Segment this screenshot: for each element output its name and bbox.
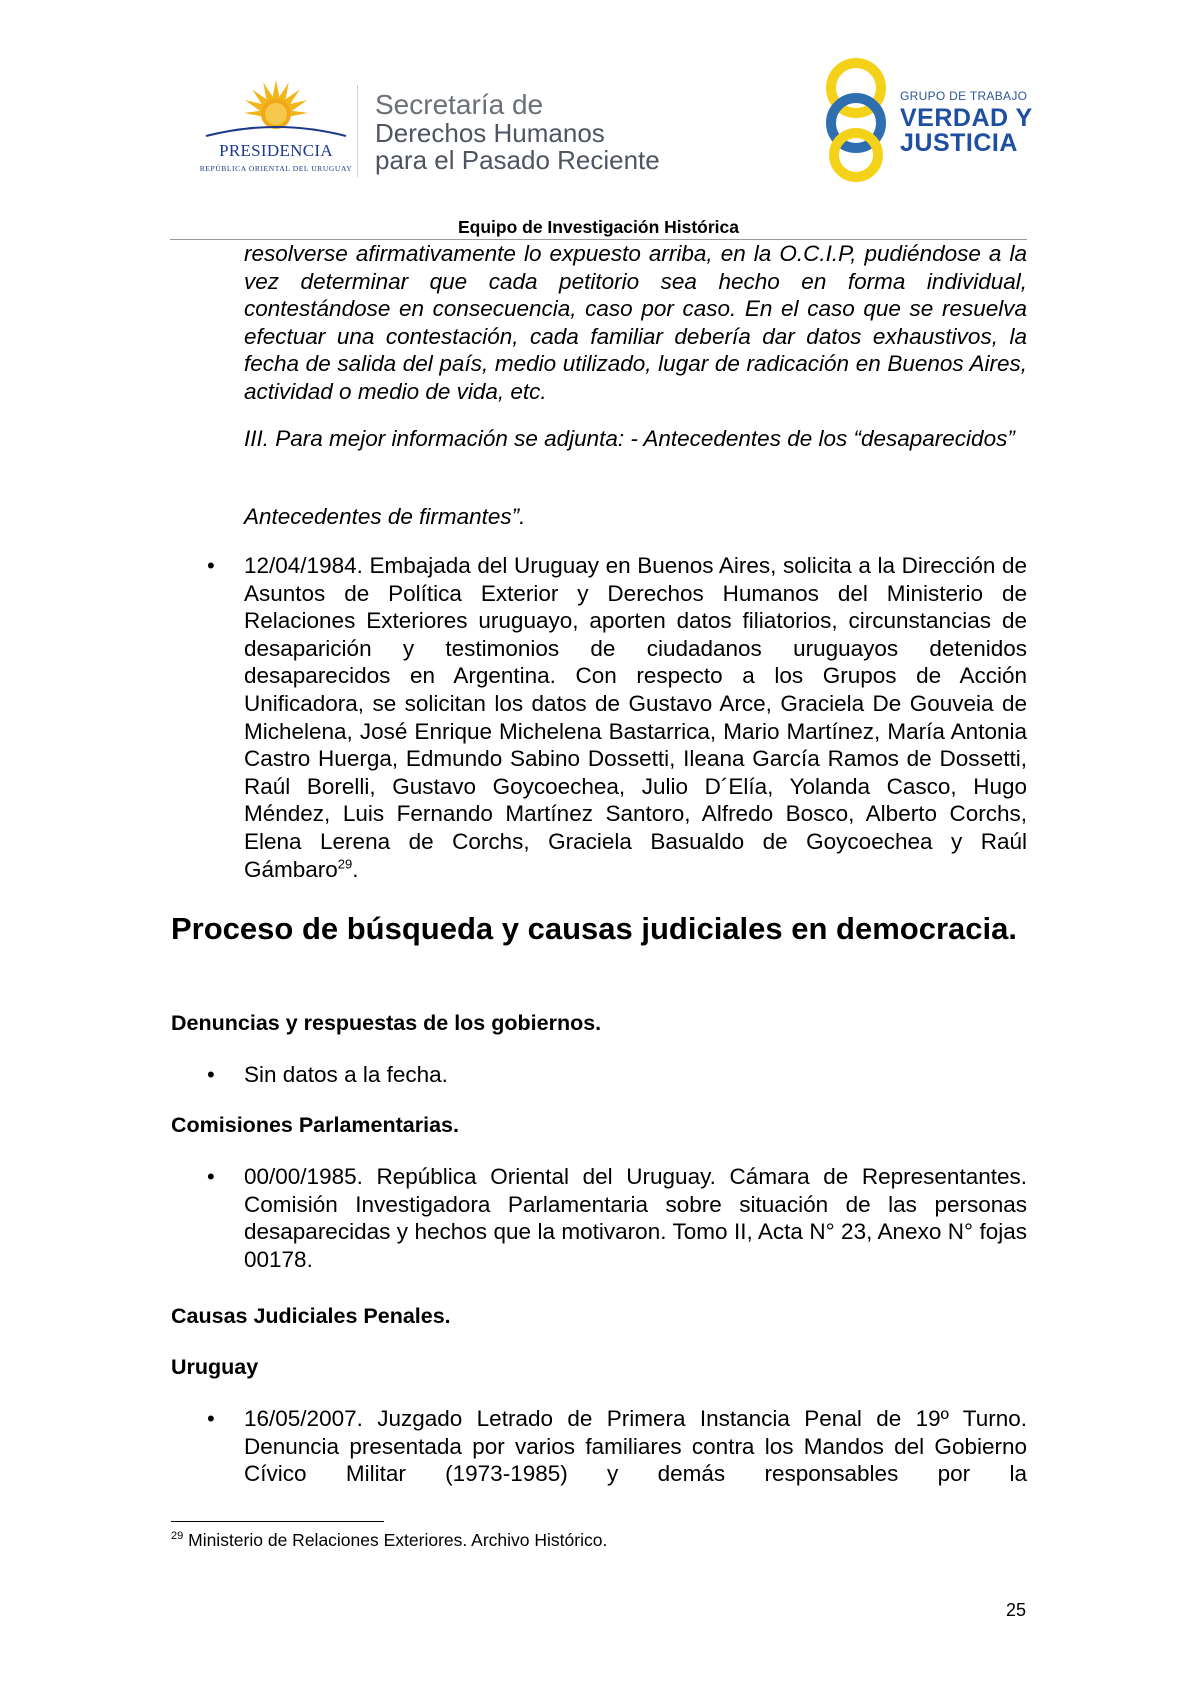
header-team-title: Equipo de Investigación Histórica	[457, 217, 740, 237]
gt-label-justicia: JUSTICIA	[900, 129, 1018, 157]
subheading-uruguay: Uruguay	[171, 1355, 259, 1379]
footnote-reference[interactable]: 29	[337, 856, 353, 872]
logo-divider	[357, 85, 358, 177]
italic-paragraph-3: Antecedentes de firmantes”.	[244, 504, 526, 529]
bullet-marker: •	[207, 553, 215, 578]
footnote-rule	[171, 1521, 384, 1522]
sun-emblem-icon	[196, 78, 356, 142]
bullet-marker: •	[207, 1164, 215, 1189]
list-item-2007: 16/05/2007. Juzgado Letrado de Primera Instancia Penal de 19º Turno. Denuncia presentada por varios familiares contra los Mandos del Gobierno Cívico Militar (1973-1985) y demás responsables por la	[244, 1406, 1027, 1487]
list-item-sin-datos: Sin datos a la fecha.	[244, 1062, 448, 1087]
secretaria-line-2: Derechos Humanos	[375, 118, 605, 148]
italic-paragraph-1: resolverse afirmativamente lo expuesto arriba, en la O.C.I.P, pudiéndose a la vez determinar que cada petitorio sea hecho en forma individual, contestándose en consecuencia, caso por caso. En el caso que se resuelva efectuar una contestación, cada familiar debería dar datos exhaustivos, la fecha de salida del país, medio utilizado, lugar de radicación en Buenos Aires, actividad o medio de vida, etc.	[244, 241, 1027, 404]
presidencia-wordmark: PRESIDENCIA	[219, 141, 333, 160]
gt-label-small: GRUPO DE TRABAJO	[900, 89, 1028, 103]
list-item-1984	[244, 552, 1027, 883]
italic-paragraph-2: III. Para mejor información se adjunta: - Antecedentes de los “desaparecidos”	[244, 426, 1015, 451]
presidencia-logo	[196, 78, 356, 178]
list-item-1984-text: 12/04/1984. Embajada del Uruguay en Buenos Aires, solicita a la Dirección de Asuntos de Política Exterior y Derechos Humanos del Ministerio de Relaciones Exteriores uruguayo, aporten datos filiatorios, circunstancias de desaparición y testimonios de ciudadanos uruguayos detenidos desaparecidos en Argentina. Con respecto a los Grupos de Acción Unificadora, se solicitan los datos de Gustavo Arce, Graciela De Gouveia de Michelena, José Enrique Michelena Bastarrica, Mario Martínez, María Antonia Castro Huerga, Edmundo Sabino Dossetti, Ileana García Ramos de Dossetti, Raúl Borelli, Gustavo Goycoechea, Julio D´Elía, Yolanda Casco, Hugo Méndez, Luis Fernando Martínez Santoro, Alfredo Bosco, Alberto Corchs, Elena Lerena de Corchs, Graciela Basualdo de Goycoechea y Raúl Gámbaro	[244, 553, 1027, 882]
secretaria-logo-text	[375, 90, 735, 174]
subheading-causas: Causas Judiciales Penales.	[171, 1304, 451, 1328]
bullet-marker: •	[207, 1062, 215, 1087]
subheading-comisiones: Comisiones Parlamentarias.	[171, 1113, 459, 1137]
gt-label-verdad: VERDAD Y	[900, 104, 1033, 132]
bullet-marker: •	[207, 1406, 215, 1431]
presidencia-subtitle: REPÚBLICA ORIENTAL DEL URUGUAY	[199, 164, 353, 173]
linked-rings-icon	[820, 55, 900, 185]
page-number: 25	[1006, 1600, 1027, 1620]
footnote-text: Ministerio de Relaciones Exteriores. Archivo Histórico.	[183, 1530, 608, 1550]
secretaria-line-1: Secretaría de	[375, 89, 544, 120]
list-item-1985: 00/00/1985. República Oriental del Uruguay. Cámara de Representantes. Comisión Investigadora Parlamentaria sobre situación de las personas desaparecidas y hechos que la motivaron. Tomo II, Acta N° 23, Anexo N° fojas 00178.	[244, 1164, 1027, 1272]
list-item-1984-end: .	[352, 856, 359, 882]
section-heading-main: Proceso de búsqueda y causas judiciales en democracia.	[171, 911, 1017, 946]
subheading-denuncias: Denuncias y respuestas de los gobiernos.	[171, 1011, 602, 1035]
footnote	[171, 1529, 607, 1551]
secretaria-line-3: para el Pasado Reciente	[375, 145, 660, 175]
verdad-justicia-logo	[820, 55, 1040, 185]
footnote-number: 29	[171, 1530, 184, 1543]
